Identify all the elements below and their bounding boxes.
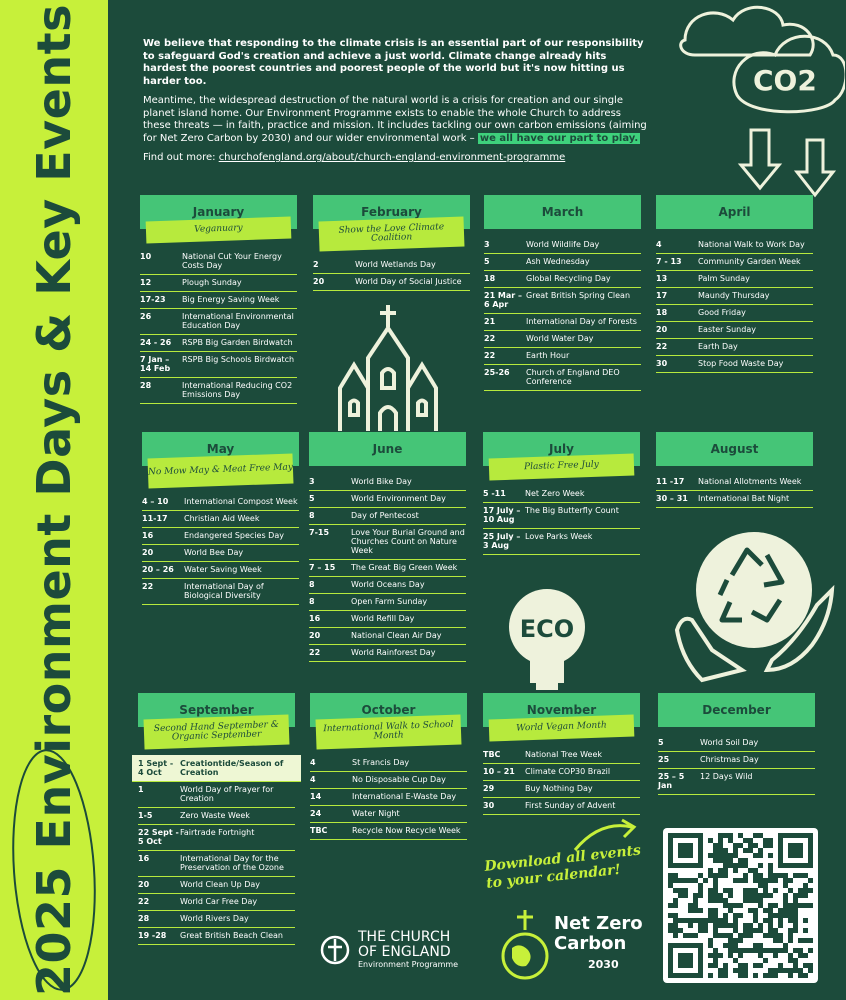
event-row: [140, 292, 297, 309]
event-date: 28: [138, 914, 150, 923]
event-date: 8: [309, 580, 315, 589]
event-row: [484, 288, 641, 314]
event-row: [138, 877, 295, 894]
event-name: Community Garden Week: [698, 257, 801, 266]
month-header: April: [656, 195, 813, 229]
recycle-hands-icon: [672, 520, 837, 690]
event-name: Creationtide/Season of Creation: [180, 759, 284, 777]
event-name: International Compost Week: [184, 497, 298, 506]
event-date: 20: [138, 880, 150, 889]
event-row: [656, 237, 813, 254]
event-row: [138, 911, 295, 928]
event-name: Stop Food Waste Day: [698, 359, 784, 368]
event-date: 22 Sept - 5 Oct: [138, 828, 179, 846]
event-row: [310, 806, 467, 823]
month-theme-tag: World Vegan Month: [489, 714, 635, 741]
event-date: 10 – 21: [483, 767, 515, 776]
event-row: [309, 594, 466, 611]
event-date: 11 -17: [656, 477, 685, 486]
event-list: [142, 494, 299, 605]
download-callout: Download all events to your calendar!: [483, 842, 642, 892]
event-date: 30 – 31: [656, 494, 688, 503]
event-row: [309, 611, 466, 628]
event-name: World Car Free Day: [180, 897, 258, 906]
poster-title: 2025 Environment Days & Key Events: [27, 4, 81, 996]
event-row: [483, 798, 640, 815]
event-row: [310, 772, 467, 789]
event-row: [309, 525, 466, 560]
event-date: 5: [658, 738, 664, 747]
event-date: 17 July – 10 Aug: [483, 506, 521, 524]
event-row: [656, 288, 813, 305]
event-name: National Cut Your Energy Costs Day: [182, 252, 282, 270]
event-name: International Day of Forests: [526, 317, 637, 326]
month-theme-tag: Plastic Free July: [489, 453, 635, 480]
month-november: [483, 693, 640, 815]
event-name: World Wildlife Day: [526, 240, 600, 249]
event-row: [483, 503, 640, 529]
event-row: [309, 474, 466, 491]
event-date: 16: [138, 854, 150, 863]
event-name: International E-Waste Day: [352, 792, 457, 801]
intro-text: [143, 38, 651, 172]
event-row: [309, 628, 466, 645]
event-name: World Oceans Day: [351, 580, 425, 589]
event-name: World Environment Day: [351, 494, 446, 503]
month-august: [656, 432, 813, 508]
event-row: [656, 339, 813, 356]
event-row: [656, 322, 813, 339]
event-name: International Day of Biological Diversity: [184, 582, 264, 600]
co2-label: CO2: [753, 64, 817, 97]
event-date: 22: [484, 351, 496, 360]
event-row: [310, 755, 467, 772]
event-name: World Bike Day: [351, 477, 412, 486]
event-date: 8: [309, 597, 315, 606]
event-date: 25-26: [484, 368, 510, 377]
coe-line2: OF ENGLAND: [358, 944, 451, 960]
intro-highlight: we all have our part to play.: [479, 132, 639, 144]
event-name: Recycle Now Recycle Week: [352, 826, 461, 835]
event-date: 4: [310, 775, 316, 784]
event-row: [142, 528, 299, 545]
event-name: Buy Nothing Day: [525, 784, 593, 793]
month-march: [484, 195, 641, 391]
event-row: [313, 257, 470, 274]
event-date: 7 - 13: [656, 257, 682, 266]
event-list: [656, 237, 813, 373]
event-date: 20: [309, 631, 321, 640]
event-date: 1-5: [138, 811, 153, 820]
intro-bold-paragraph: We believe that responding to the climate crisis is an essential part of our responsibility to safeguard God's creation and achieve a just world. Climate change already hits hardest the poorest countries and poorest people of the world but it's now hitting us harder too.: [143, 38, 644, 87]
month-header: July: [483, 432, 640, 466]
event-row: [309, 508, 466, 525]
month-header: August: [656, 432, 813, 466]
event-date: 5: [484, 257, 490, 266]
event-date: 4: [310, 758, 316, 767]
co2-cloud-icon: [655, 0, 845, 205]
month-theme-tag: No Mow May & Meat Free May: [148, 453, 294, 488]
event-name: World Day of Prayer for Creation: [180, 785, 274, 803]
coe-line1: THE CHURCH: [358, 929, 451, 945]
event-name: Day of Pentecost: [351, 511, 419, 520]
event-date: 25 July – 3 Aug: [483, 532, 521, 550]
event-name: Christian Aid Week: [184, 514, 260, 523]
event-row: [484, 314, 641, 331]
event-row: [309, 645, 466, 662]
net-zero-carbon-logo: [498, 908, 658, 983]
event-name: International Environmental Education Day: [182, 312, 294, 330]
event-list: [658, 735, 815, 795]
event-row: [484, 365, 641, 391]
event-name: 12 Days Wild: [700, 772, 753, 781]
event-date: 17-23: [140, 295, 166, 304]
month-theme-tag: Second Hand September & Organic September: [144, 714, 290, 749]
event-name: The Great Big Green Week: [351, 563, 458, 572]
event-list: [656, 474, 813, 508]
event-row: [140, 309, 297, 335]
event-row: [313, 274, 470, 291]
event-date: 17: [656, 291, 668, 300]
event-date: TBC: [310, 826, 328, 835]
event-row: [483, 529, 640, 555]
event-date: 4 – 10: [142, 497, 169, 506]
intro-paragraph-text: Meantime, the widespread destruction of the natural world is a crisis for creation and our single planet island home. Our Environment Programme exists to enable the whole Church to address these threats — in faith, practice and mission. It includes tackling our own carbon emissions (aiming for Net Zero Carbon by 2030) and our wider environmental work –: [143, 95, 647, 144]
environment-programme-link[interactable]: churchofengland.org/about/church-england-environment-programme: [218, 152, 566, 163]
event-name: RSPB Big Garden Birdwatch: [182, 338, 293, 347]
event-row: [138, 894, 295, 911]
event-date: 22: [656, 342, 668, 351]
event-row: [310, 823, 467, 840]
event-row: [309, 491, 466, 508]
month-december: [658, 693, 815, 795]
net-zero-title: Net Zero Carbon: [554, 913, 643, 954]
eco-bulb-icon: [500, 585, 595, 690]
event-name: International Bat Night: [698, 494, 790, 503]
event-date: 1: [138, 785, 144, 794]
event-date: 25: [658, 755, 670, 764]
month-theme-tag: Show the Love Climate Coalition: [319, 216, 465, 251]
month-january: [140, 195, 297, 404]
event-name: The Big Butterfly Count: [525, 506, 619, 515]
event-name: National Allotments Week: [698, 477, 802, 486]
event-name: Palm Sunday: [698, 274, 750, 283]
event-row: [140, 378, 297, 404]
event-row: [309, 577, 466, 594]
intro-paragraph: [143, 95, 651, 145]
month-may: [142, 432, 299, 605]
qr-code[interactable]: [663, 828, 818, 983]
event-name: World Water Day: [526, 334, 594, 343]
event-name: World Wetlands Day: [355, 260, 436, 269]
church-of-england-emblem-icon: [320, 935, 350, 965]
event-name: Zero Waste Week: [180, 811, 250, 820]
event-name: World Rainforest Day: [351, 648, 436, 657]
event-name: No Disposable Cup Day: [352, 775, 446, 784]
church-of-england-logo: [320, 930, 458, 969]
event-name: Fairtrade Fortnight: [180, 828, 255, 837]
event-date: 10: [140, 252, 152, 261]
event-name: Open Farm Sunday: [351, 597, 428, 606]
event-date: 22: [138, 897, 150, 906]
month-april: [656, 195, 813, 373]
event-name: Water Night: [352, 809, 400, 818]
event-row: [658, 735, 815, 752]
event-date: 19 -28: [138, 931, 167, 940]
month-october: [310, 693, 467, 840]
eco-label: ECO: [519, 615, 575, 643]
event-date: 29: [483, 784, 495, 793]
event-name: Great British Spring Clean: [526, 291, 631, 300]
event-date: 12: [140, 278, 152, 287]
event-row: [140, 352, 297, 378]
event-row: [483, 486, 640, 503]
event-name: Plough Sunday: [182, 278, 242, 287]
event-name: World Clean Up Day: [180, 880, 260, 889]
event-name: World Bee Day: [184, 548, 244, 557]
event-date: 20 – 26: [142, 565, 174, 574]
event-date: 22: [484, 334, 496, 343]
event-row: [138, 928, 295, 945]
event-row: [484, 271, 641, 288]
month-header: October: [310, 693, 467, 727]
event-name: Big Energy Saving Week: [182, 295, 280, 304]
month-theme-tag: Veganuary: [146, 216, 292, 243]
event-name: Climate COP30 Brazil: [525, 767, 611, 776]
event-row: [310, 789, 467, 806]
event-date: 14: [310, 792, 322, 801]
event-date: 5: [309, 494, 315, 503]
event-row: [656, 356, 813, 373]
event-name: Easter Sunday: [698, 325, 756, 334]
month-february: [313, 195, 470, 291]
arrow-icon: [570, 815, 640, 855]
event-row: [656, 305, 813, 322]
event-row: [142, 511, 299, 528]
event-name: Maundy Thursday: [698, 291, 770, 300]
event-date: 20: [656, 325, 668, 334]
event-row: [658, 752, 815, 769]
event-row: [484, 331, 641, 348]
event-name: World Day of Social Justice: [355, 277, 462, 286]
event-date: 2: [313, 260, 319, 269]
church-icon: [330, 303, 445, 433]
event-name: Net Zero Week: [525, 489, 585, 498]
event-name: RSPB Big Schools Birdwatch: [182, 355, 295, 364]
event-name: Earth Hour: [526, 351, 570, 360]
event-row: [656, 474, 813, 491]
event-list: [313, 257, 470, 291]
event-name: International Day for the Preservation of the Ozone: [180, 854, 284, 872]
event-row: [138, 782, 295, 808]
event-date: 11-17: [142, 514, 168, 523]
event-row: [483, 764, 640, 781]
event-row: [656, 254, 813, 271]
event-date: 3: [309, 477, 315, 486]
event-row: [138, 851, 295, 877]
month-june: [309, 432, 466, 662]
event-date: 5 -11: [483, 489, 506, 498]
event-date: 24 - 26: [140, 338, 172, 347]
event-date: 20: [142, 548, 154, 557]
event-name: National Clean Air Day: [351, 631, 442, 640]
month-header: September: [138, 693, 295, 727]
event-list: [309, 474, 466, 662]
month-header: May: [142, 432, 299, 466]
event-name: Church of England DEO Conference: [526, 368, 620, 386]
event-name: Earth Day: [698, 342, 738, 351]
event-date: 22: [309, 648, 321, 657]
event-date: TBC: [483, 750, 501, 759]
event-name: Water Saving Week: [184, 565, 262, 574]
event-date: 16: [142, 531, 154, 540]
event-name: Good Friday: [698, 308, 746, 317]
qr-pattern-icon: [663, 828, 818, 983]
event-row: [142, 494, 299, 511]
event-row: [484, 348, 641, 365]
event-date: 22: [142, 582, 154, 591]
month-header: February: [313, 195, 470, 229]
find-more-label: Find out more:: [143, 152, 216, 163]
event-name: Love Parks Week: [525, 532, 593, 541]
event-row: [142, 579, 299, 605]
month-september: [138, 693, 295, 945]
event-list: [310, 755, 467, 840]
event-row: [140, 275, 297, 292]
event-name: Great British Beach Clean: [180, 931, 283, 940]
event-list: [484, 237, 641, 391]
month-header: December: [658, 693, 815, 727]
event-date: 28: [140, 381, 152, 390]
event-date: 3: [484, 240, 490, 249]
sidebar: [0, 0, 108, 1000]
event-list: [138, 755, 295, 945]
event-name: World Soil Day: [700, 738, 759, 747]
month-header: January: [140, 195, 297, 229]
event-date: 20: [313, 277, 325, 286]
month-header: November: [483, 693, 640, 727]
event-date: 30: [656, 359, 668, 368]
month-header: June: [309, 432, 466, 466]
event-date: 7-15: [309, 528, 330, 537]
event-row: [484, 237, 641, 254]
event-date: 1 Sept - 4 Oct: [138, 759, 174, 777]
event-name: National Walk to Work Day: [698, 240, 805, 249]
event-date: 18: [656, 308, 668, 317]
event-name: Love Your Burial Ground and Churches Count on Nature Week: [351, 528, 465, 555]
event-row: [138, 808, 295, 825]
event-date: 21 Mar – 6 Apr: [484, 291, 523, 309]
event-row: [132, 755, 301, 782]
event-date: 13: [656, 274, 668, 283]
globe-cross-icon: [498, 908, 558, 983]
event-date: 7 Jan – 14 Feb: [140, 355, 171, 373]
event-date: 8: [309, 511, 315, 520]
event-row: [484, 254, 641, 271]
event-row: [140, 249, 297, 275]
event-row: [656, 491, 813, 508]
event-date: 30: [483, 801, 495, 810]
event-date: 24: [310, 809, 322, 818]
event-row: [656, 271, 813, 288]
event-list: [140, 249, 297, 404]
month-header: March: [484, 195, 641, 229]
event-name: Endangered Species Day: [184, 531, 284, 540]
event-date: 25 – 5 Jan: [658, 772, 685, 790]
event-row: [658, 769, 815, 795]
event-name: Ash Wednesday: [526, 257, 590, 266]
event-date: 16: [309, 614, 321, 623]
event-row: [483, 781, 640, 798]
net-zero-year: 2030: [588, 958, 619, 971]
event-name: International Reducing CO2 Emissions Day: [182, 381, 293, 399]
event-row: [142, 545, 299, 562]
event-row: [309, 560, 466, 577]
event-list: [483, 486, 640, 555]
month-july: [483, 432, 640, 555]
event-date: 4: [656, 240, 662, 249]
find-more: [143, 152, 651, 165]
event-date: 26: [140, 312, 152, 321]
event-name: St Francis Day: [352, 758, 410, 767]
event-name: Christmas Day: [700, 755, 759, 764]
event-name: World Refill Day: [351, 614, 415, 623]
event-date: 18: [484, 274, 496, 283]
event-name: First Sunday of Advent: [525, 801, 616, 810]
month-theme-tag: International Walk to School Month: [316, 714, 462, 749]
event-date: 7 – 15: [309, 563, 336, 572]
coe-line3: Environment Programme: [358, 960, 459, 969]
event-name: World Rivers Day: [180, 914, 249, 923]
event-row: [142, 562, 299, 579]
event-row: [140, 335, 297, 352]
event-name: Global Recycling Day: [526, 274, 611, 283]
event-row: [138, 825, 295, 851]
event-row: [483, 747, 640, 764]
event-name: National Tree Week: [525, 750, 603, 759]
event-date: 21: [484, 317, 496, 326]
event-list: [483, 747, 640, 815]
